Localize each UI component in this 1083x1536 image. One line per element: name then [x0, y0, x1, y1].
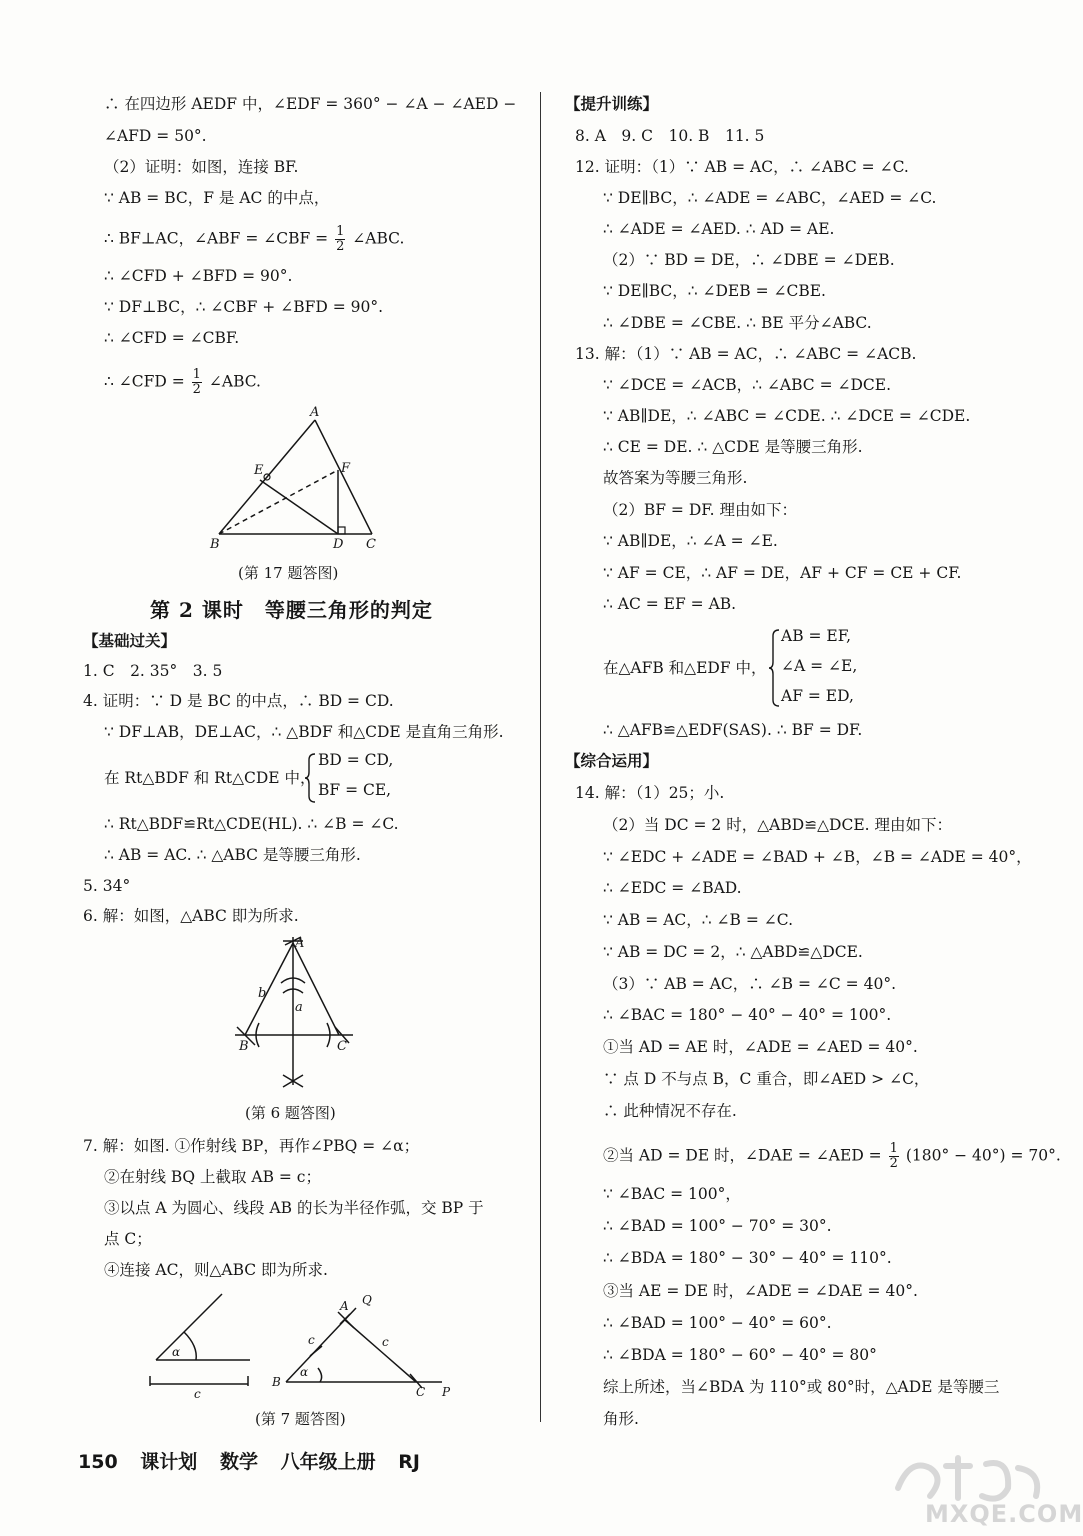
text-line: 8. A 9. C 10. B 11. 5 — [575, 127, 765, 145]
text-line-with-fraction — [104, 225, 404, 254]
watermark-text: MXQE.COM — [925, 1500, 1083, 1528]
text-line: 故答案为等腰三角形. — [603, 469, 748, 487]
point-label: A — [310, 405, 320, 420]
point-label: B — [239, 1039, 249, 1054]
text-fragment: ∴ ∠CFD = — [104, 372, 185, 391]
text-line: ∴ ∠BDA = 180° − 60° − 40° = 80° — [603, 1346, 877, 1364]
point-label: D — [333, 537, 344, 552]
section-heading: 【提升训练】 — [565, 94, 659, 113]
edition: RJ — [398, 1451, 420, 1473]
text-line: ∵ AB = DC = 2，∴ △ABD≌△DCE. — [603, 943, 863, 961]
page-footer — [78, 1447, 436, 1474]
text-line: ∵ AF = CE，∴ AF = DE，AF + CF = CE + CF. — [603, 564, 962, 582]
text-line: 1. C 2. 35° 3. 5 — [83, 662, 223, 680]
fraction: $\frac{1}{2}$ — [889, 1141, 898, 1171]
text-line: ∵ AB = AC，∴ ∠B = ∠C. — [603, 911, 793, 929]
system-line: BD = CD, — [318, 751, 394, 769]
point-label: C — [366, 537, 376, 552]
text-line: ∴ CE = DE. ∴ △CDE 是等腰三角形. — [603, 438, 863, 456]
text-line: ∵ ∠DCE = ∠ACB，∴ ∠ABC = ∠DCE. — [603, 376, 892, 394]
system-line: AF = ED, — [781, 687, 854, 705]
point-label: Q — [362, 1293, 372, 1307]
system-line: ∠A = ∠E, — [781, 657, 858, 675]
text-line: ③以点 A 为圆心、线段 AB 的长为半径作弧，交 BP 于 — [104, 1199, 484, 1217]
text-fragment: (180° − 40°) = 70°. — [905, 1146, 1061, 1165]
page-number: 150 — [78, 1451, 118, 1473]
text-line: ∴ ∠BAC = 180° − 40° − 40° = 100°. — [603, 1006, 892, 1024]
section-title: 第 2 课时 等腰三角形的判定 — [150, 598, 433, 622]
text-line: 综上所述，当∠BDA 为 110°或 80°时，△ADE 是等腰三 — [603, 1378, 1000, 1396]
text-line: ∵ AB = BC，F 是 AC 的中点， — [104, 189, 330, 207]
text-line: ②在射线 BQ 上截取 AB = c； — [104, 1168, 321, 1186]
angle-label: α — [300, 1365, 309, 1379]
text-line: ①当 AD = AE 时，∠ADE = ∠AED = 40°. — [603, 1038, 918, 1056]
fraction: $\frac{1}{2}$ — [336, 224, 345, 254]
point-label: F — [341, 461, 351, 476]
book-name: 课计划 — [140, 1451, 198, 1473]
text-line: ∴ AC = EF = AB. — [603, 595, 737, 613]
text-line-with-fraction — [603, 1142, 1061, 1171]
brace — [305, 752, 317, 804]
text-line: ∴ ∠BDA = 180° − 30° − 40° = 110°. — [603, 1249, 892, 1267]
figure-6-diagram — [225, 935, 365, 1095]
text-line: 7. 解：如图. ①作射线 BP，再作∠PBQ = ∠α； — [83, 1137, 420, 1155]
segment-label: c — [194, 1387, 201, 1401]
text-line: 4. 证明：∵ D 是 BC 的中点，∴ BD = CD. — [83, 692, 394, 710]
text-line: ∴ 在四边形 AEDF 中，∠EDF = 360° − ∠A − ∠AED − — [104, 95, 517, 113]
point-label: A — [340, 1299, 349, 1313]
column-divider — [540, 92, 541, 1422]
grade: 八年级上册 — [280, 1451, 376, 1473]
text-line: ∴ ∠CFD + ∠BFD = 90°. — [104, 267, 293, 285]
text-line: 在 Rt△BDF 和 Rt△CDE 中， — [104, 769, 316, 787]
segment-label: c — [308, 1333, 315, 1347]
text-line: ∴ ∠BAD = 100° − 40° = 60°. — [603, 1314, 832, 1332]
text-line: ③当 AE = DE 时，∠ADE = ∠DAE = 40°. — [603, 1282, 918, 1300]
text-line: （2）∵ BD = DE，∴ ∠DBE = ∠DEB. — [603, 251, 895, 269]
text-line: ∴ Rt△BDF≌Rt△CDE(HL). ∴ ∠B = ∠C. — [104, 815, 399, 833]
figure-caption: (第 7 题答图) — [255, 1410, 346, 1428]
text-line: ∴ ∠CFD = ∠CBF. — [104, 329, 240, 347]
text-line: ∵ 点 D 不与点 B，C 重合，即∠AED > ∠C， — [603, 1070, 930, 1088]
section-heading: 【综合运用】 — [565, 751, 659, 770]
text-line: ∵ DE∥BC，∴ ∠DEB = ∠CBE. — [603, 282, 826, 300]
text-line: 14. 解：（1）25；小. — [575, 784, 725, 802]
text-fragment: ∠ABC. — [352, 229, 405, 248]
text-line: 在△AFB 和△EDF 中， — [603, 659, 767, 677]
text-line-with-fraction — [104, 368, 261, 397]
text-line: （2）BF = DF. 理由如下： — [603, 501, 797, 519]
text-line: ∴ AB = AC. ∴ △ABC 是等腰三角形. — [104, 846, 361, 864]
text-line: 5. 34° — [83, 877, 131, 895]
text-line: 13. 解：（1）∵ AB = AC，∴ ∠ABC = ∠ACB. — [575, 345, 917, 363]
figure-caption: (第 17 题答图) — [238, 564, 339, 582]
text-line: ∵ DE∥BC，∴ ∠ADE = ∠ABC，∠AED = ∠C. — [603, 189, 937, 207]
text-line: ∴ ∠BAD = 100° − 70° = 30°. — [603, 1217, 832, 1235]
text-line: ∵ AB∥DE，∴ ∠A = ∠E. — [603, 532, 778, 550]
text-line: ∴ 此种情况不存在. — [603, 1102, 737, 1120]
segment-label: c — [382, 1335, 389, 1349]
text-fragment: ∴ BF⊥AC，∠ABF = ∠CBF = — [104, 229, 329, 248]
text-line: ∵ DF⊥BC，∴ ∠CBF + ∠BFD = 90°. — [104, 298, 384, 316]
text-line: ④连接 AC，则△ABC 即为所求. — [104, 1261, 328, 1279]
text-line: （2）当 DC = 2 时，△ABD≌△DCE. 理由如下： — [603, 816, 953, 834]
text-line: ∴ △AFB≌△EDF(SAS). ∴ BF = DF. — [603, 721, 863, 739]
figure-7-diagram — [140, 1290, 460, 1410]
point-label: A — [295, 936, 305, 951]
side-label: a — [295, 1000, 303, 1015]
text-line: （2）证明：如图，连接 BF. — [104, 158, 299, 176]
point-label: C — [337, 1039, 347, 1054]
text-line: （3）∵ AB = AC，∴ ∠B = ∠C = 40°. — [603, 975, 897, 993]
point-label: P — [442, 1385, 451, 1399]
fraction: $\frac{1}{2}$ — [192, 367, 201, 397]
system-line: BF = CE, — [318, 781, 392, 799]
text-line: ∠AFD = 50°. — [104, 127, 207, 145]
system-line: AB = EF, — [781, 627, 852, 645]
text-line: ∵ AB∥DE，∴ ∠ABC = ∠CDE. ∴ ∠DCE = ∠CDE. — [603, 407, 971, 425]
text-fragment: ②当 AD = DE 时，∠DAE = ∠AED = — [603, 1146, 882, 1165]
point-label: C — [416, 1385, 426, 1399]
figure-caption: (第 6 题答图) — [245, 1104, 336, 1122]
section-heading: 【基础过关】 — [83, 631, 177, 650]
text-line: 6. 解：如图，△ABC 即为所求. — [83, 907, 299, 925]
point-label: B — [272, 1375, 281, 1389]
text-line: 点 C； — [104, 1230, 152, 1248]
brace — [769, 628, 781, 708]
figure-17-diagram — [200, 400, 390, 560]
text-line: ∴ ∠DBE = ∠CBE. ∴ BE 平分∠ABC. — [603, 314, 872, 332]
subject: 数学 — [219, 1451, 258, 1473]
text-line: 12. 证明：（1）∵ AB = AC，∴ ∠ABC = ∠C. — [575, 158, 909, 176]
text-line: ∵ DF⊥AB，DE⊥AC，∴ △BDF 和△CDE 是直角三角形. — [104, 723, 504, 741]
point-label: E — [254, 463, 264, 478]
angle-label: α — [172, 1345, 181, 1359]
text-line: ∵ ∠BAC = 100°， — [603, 1185, 741, 1203]
side-label: b — [258, 986, 267, 1001]
text-fragment: ∠ABC. — [208, 372, 261, 391]
text-line: 角形. — [603, 1410, 639, 1428]
text-line: ∴ ∠ADE = ∠AED. ∴ AD = AE. — [603, 220, 835, 238]
text-line: ∵ ∠EDC + ∠ADE = ∠BAD + ∠B，∠B = ∠ADE = 40°， — [603, 848, 1032, 866]
point-label: B — [210, 537, 220, 552]
text-line: ∴ ∠EDC = ∠BAD. — [603, 879, 742, 897]
